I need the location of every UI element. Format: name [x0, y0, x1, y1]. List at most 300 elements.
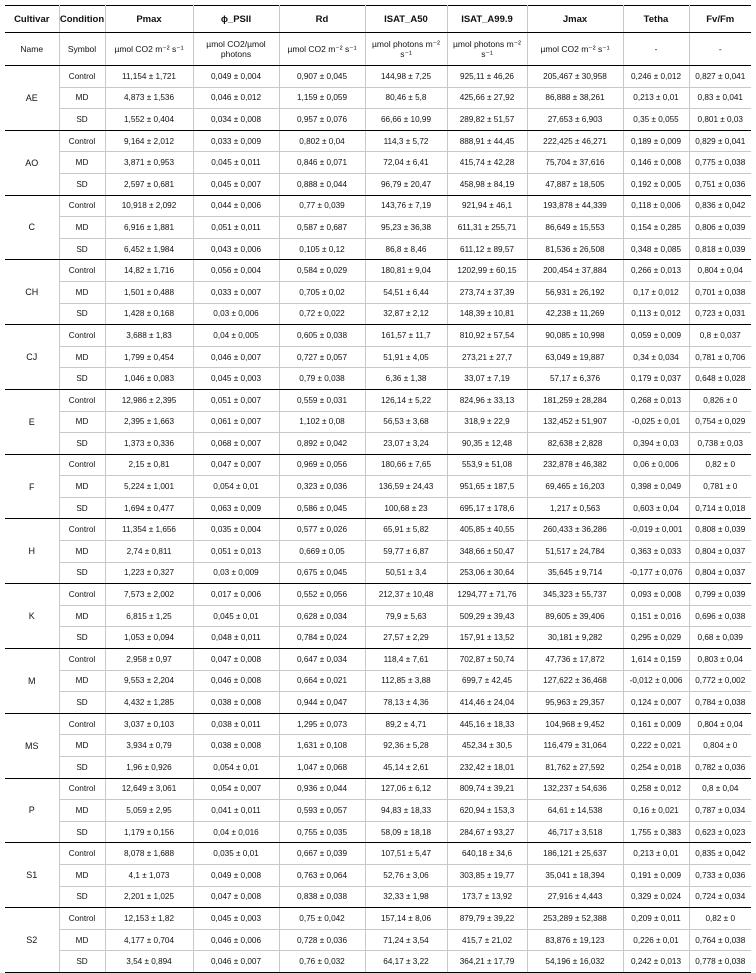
cultivar-cell: C [5, 195, 59, 260]
condition-cell: SD [59, 562, 105, 584]
table-row [5, 670, 751, 692]
table-row [5, 519, 751, 541]
isat-a50-cell: 144,98 ± 7,25 [365, 66, 447, 88]
isat-a50-cell: 100,68 ± 23 [365, 497, 447, 519]
phi-psii-cell: 0,044 ± 0,006 [193, 195, 279, 217]
table-container [5, 5, 751, 973]
isat-a99-9-cell: 318,9 ± 22,9 [447, 411, 527, 433]
condition-cell: Control [59, 130, 105, 152]
tetha-cell: 0,191 ± 0,009 [623, 864, 689, 886]
fv-fm-cell: 0,8 ± 0,04 [689, 778, 751, 800]
tetha-cell: 0,161 ± 0,009 [623, 713, 689, 735]
phi-psii-cell: 0,068 ± 0,007 [193, 433, 279, 455]
fv-fm-cell: 0,835 ± 0,042 [689, 843, 751, 865]
isat-a50-cell: 180,81 ± 9,04 [365, 260, 447, 282]
table-row [5, 541, 751, 563]
table-row [5, 713, 751, 735]
condition-cell: Control [59, 519, 105, 541]
isat-a50-cell: 89,2 ± 4,71 [365, 713, 447, 735]
table-row [5, 929, 751, 951]
rd-cell: 1,102 ± 0,08 [279, 411, 365, 433]
unit-phi-psii: µmol CO2/µmol photons [193, 33, 279, 66]
pmax-cell: 5,224 ± 1,001 [105, 476, 193, 498]
rd-cell: 0,838 ± 0,038 [279, 886, 365, 908]
tetha-cell: 0,17 ± 0,012 [623, 281, 689, 303]
pmax-cell: 1,694 ± 0,477 [105, 497, 193, 519]
rd-cell: 0,552 ± 0,056 [279, 584, 365, 606]
isat-a50-cell: 86,8 ± 8,46 [365, 238, 447, 260]
pmax-cell: 1,501 ± 0,488 [105, 281, 193, 303]
condition-cell: SD [59, 821, 105, 843]
tetha-cell: 0,226 ± 0,01 [623, 929, 689, 951]
table-row [5, 454, 751, 476]
isat-a50-cell: 32,33 ± 1,98 [365, 886, 447, 908]
isat-a99-9-cell: 640,18 ± 34,6 [447, 843, 527, 865]
jmax-cell: 205,467 ± 30,958 [527, 66, 623, 88]
jmax-cell: 132,237 ± 54,636 [527, 778, 623, 800]
condition-cell: SD [59, 757, 105, 779]
jmax-cell: 64,61 ± 14,538 [527, 800, 623, 822]
rd-cell: 1,295 ± 0,073 [279, 713, 365, 735]
tetha-cell: 0,222 ± 0,021 [623, 735, 689, 757]
table-row [5, 649, 751, 671]
condition-cell: MD [59, 800, 105, 822]
phi-psii-cell: 0,051 ± 0,007 [193, 389, 279, 411]
condition-cell: Control [59, 325, 105, 347]
results-table [5, 5, 751, 973]
isat-a50-cell: 180,66 ± 7,65 [365, 454, 447, 476]
tetha-cell: 0,06 ± 0,006 [623, 454, 689, 476]
cultivar-cell: F [5, 454, 59, 519]
table-row [5, 173, 751, 195]
phi-psii-cell: 0,054 ± 0,01 [193, 476, 279, 498]
table-row [5, 303, 751, 325]
tetha-cell: -0,019 ± 0,001 [623, 519, 689, 541]
fv-fm-cell: 0,696 ± 0,038 [689, 605, 751, 627]
cultivar-cell: K [5, 584, 59, 649]
rd-cell: 0,755 ± 0,035 [279, 821, 365, 843]
table-row [5, 821, 751, 843]
table-row [5, 627, 751, 649]
isat-a50-cell: 114,3 ± 5,72 [365, 130, 447, 152]
pmax-cell: 2,201 ± 1,025 [105, 886, 193, 908]
pmax-cell: 12,986 ± 2,395 [105, 389, 193, 411]
rd-cell: 0,763 ± 0,064 [279, 864, 365, 886]
tetha-cell: 0,258 ± 0,012 [623, 778, 689, 800]
column-header-pmax: Pmax [105, 6, 193, 33]
condition-cell: Control [59, 713, 105, 735]
fv-fm-cell: 0,754 ± 0,029 [689, 411, 751, 433]
isat-a99-9-cell: 303,85 ± 19,77 [447, 864, 527, 886]
cultivar-cell: S1 [5, 843, 59, 908]
isat-a99-9-cell: 273,74 ± 37,39 [447, 281, 527, 303]
isat-a99-9-cell: 284,67 ± 93,27 [447, 821, 527, 843]
cultivar-cell: MS [5, 713, 59, 778]
rd-cell: 0,605 ± 0,038 [279, 325, 365, 347]
jmax-cell: 116,479 ± 31,064 [527, 735, 623, 757]
jmax-cell: 104,968 ± 9,452 [527, 713, 623, 735]
phi-psii-cell: 0,045 ± 0,003 [193, 908, 279, 930]
phi-psii-cell: 0,04 ± 0,016 [193, 821, 279, 843]
jmax-cell: 95,963 ± 29,357 [527, 692, 623, 714]
isat-a50-cell: 212,37 ± 10,48 [365, 584, 447, 606]
condition-cell: Control [59, 66, 105, 88]
isat-a50-cell: 143,76 ± 7,19 [365, 195, 447, 217]
jmax-cell: 35,645 ± 9,714 [527, 562, 623, 584]
phi-psii-cell: 0,045 ± 0,003 [193, 368, 279, 390]
pmax-cell: 12,153 ± 1,82 [105, 908, 193, 930]
isat-a50-cell: 80,46 ± 5,8 [365, 87, 447, 109]
tetha-cell: 0,295 ± 0,029 [623, 627, 689, 649]
fv-fm-cell: 0,804 ± 0,04 [689, 260, 751, 282]
condition-cell: Control [59, 389, 105, 411]
jmax-cell: 42,238 ± 11,269 [527, 303, 623, 325]
table-row [5, 260, 751, 282]
isat-a50-cell: 58,09 ± 18,18 [365, 821, 447, 843]
pmax-cell: 10,918 ± 2,092 [105, 195, 193, 217]
condition-cell: SD [59, 951, 105, 973]
fv-fm-cell: 0,738 ± 0,03 [689, 433, 751, 455]
column-header-condition: Condition [59, 6, 105, 33]
tetha-cell: 0,246 ± 0,012 [623, 66, 689, 88]
fv-fm-cell: 0,804 ± 0,037 [689, 562, 751, 584]
phi-psii-cell: 0,047 ± 0,007 [193, 454, 279, 476]
condition-cell: MD [59, 670, 105, 692]
table-row [5, 130, 751, 152]
table-row [5, 562, 751, 584]
tetha-cell: 0,254 ± 0,018 [623, 757, 689, 779]
jmax-cell: 81,762 ± 27,592 [527, 757, 623, 779]
table-row [5, 368, 751, 390]
fv-fm-cell: 0,799 ± 0,039 [689, 584, 751, 606]
table-body [5, 66, 751, 973]
tetha-cell: 0,059 ± 0,009 [623, 325, 689, 347]
jmax-cell: 46,717 ± 3,518 [527, 821, 623, 843]
jmax-cell: 35,041 ± 18,394 [527, 864, 623, 886]
condition-cell: MD [59, 735, 105, 757]
table-row [5, 152, 751, 174]
phi-psii-cell: 0,045 ± 0,007 [193, 173, 279, 195]
isat-a50-cell: 92,36 ± 5,28 [365, 735, 447, 757]
condition-cell: Control [59, 454, 105, 476]
tetha-cell: 0,113 ± 0,012 [623, 303, 689, 325]
phi-psii-cell: 0,033 ± 0,007 [193, 281, 279, 303]
phi-psii-cell: 0,045 ± 0,011 [193, 152, 279, 174]
isat-a50-cell: 95,23 ± 36,38 [365, 217, 447, 239]
rd-cell: 0,675 ± 0,045 [279, 562, 365, 584]
rd-cell: 0,323 ± 0,036 [279, 476, 365, 498]
cultivar-cell: AO [5, 130, 59, 195]
jmax-cell: 186,121 ± 25,637 [527, 843, 623, 865]
jmax-cell: 1,217 ± 0,563 [527, 497, 623, 519]
table-row [5, 908, 751, 930]
tetha-cell: 0,151 ± 0,016 [623, 605, 689, 627]
phi-psii-cell: 0,03 ± 0,006 [193, 303, 279, 325]
phi-psii-cell: 0,051 ± 0,013 [193, 541, 279, 563]
rd-cell: 0,727 ± 0,057 [279, 346, 365, 368]
isat-a50-cell: 50,51 ± 3,4 [365, 562, 447, 584]
isat-a50-cell: 79,9 ± 5,63 [365, 605, 447, 627]
phi-psii-cell: 0,056 ± 0,004 [193, 260, 279, 282]
condition-cell: MD [59, 411, 105, 433]
jmax-cell: 253,289 ± 52,388 [527, 908, 623, 930]
isat-a99-9-cell: 699,7 ± 42,45 [447, 670, 527, 692]
column-header-phi-psii: ϕ_PSII [193, 6, 279, 33]
fv-fm-cell: 0,829 ± 0,041 [689, 130, 751, 152]
isat-a99-9-cell: 620,94 ± 153,3 [447, 800, 527, 822]
isat-a99-9-cell: 33,07 ± 7,19 [447, 368, 527, 390]
condition-cell: MD [59, 152, 105, 174]
column-header-isat-a50: ISAT_A50 [365, 6, 447, 33]
phi-psii-cell: 0,043 ± 0,006 [193, 238, 279, 260]
isat-a50-cell: 45,14 ± 2,61 [365, 757, 447, 779]
tetha-cell: 0,118 ± 0,006 [623, 195, 689, 217]
rd-cell: 0,664 ± 0,021 [279, 670, 365, 692]
unit-pmax: µmol CO2 m⁻² s⁻¹ [105, 33, 193, 66]
pmax-cell: 5,059 ± 2,95 [105, 800, 193, 822]
fv-fm-cell: 0,82 ± 0 [689, 908, 751, 930]
tetha-cell: 0,348 ± 0,085 [623, 238, 689, 260]
table-row [5, 87, 751, 109]
tetha-cell: 0,603 ± 0,04 [623, 497, 689, 519]
fv-fm-cell: 0,772 ± 0,002 [689, 670, 751, 692]
tetha-cell: 0,179 ± 0,037 [623, 368, 689, 390]
isat-a99-9-cell: 273,21 ± 27,7 [447, 346, 527, 368]
isat-a99-9-cell: 921,94 ± 46,1 [447, 195, 527, 217]
unit-isat-a50: µmol photons m⁻² s⁻¹ [365, 33, 447, 66]
cultivar-cell: E [5, 389, 59, 454]
isat-a99-9-cell: 702,87 ± 50,74 [447, 649, 527, 671]
phi-psii-cell: 0,034 ± 0,008 [193, 109, 279, 131]
jmax-cell: 27,653 ± 6,903 [527, 109, 623, 131]
column-header-jmax: Jmax [527, 6, 623, 33]
tetha-cell: 0,124 ± 0,007 [623, 692, 689, 714]
condition-cell: MD [59, 929, 105, 951]
pmax-cell: 1,96 ± 0,926 [105, 757, 193, 779]
jmax-cell: 81,536 ± 26,508 [527, 238, 623, 260]
jmax-cell: 54,196 ± 16,032 [527, 951, 623, 973]
isat-a99-9-cell: 925,11 ± 46,26 [447, 66, 527, 88]
tetha-cell: 0,398 ± 0,049 [623, 476, 689, 498]
rd-cell: 0,784 ± 0,024 [279, 627, 365, 649]
condition-cell: MD [59, 346, 105, 368]
jmax-cell: 222,425 ± 46,271 [527, 130, 623, 152]
rd-cell: 0,559 ± 0,031 [279, 389, 365, 411]
condition-cell: MD [59, 87, 105, 109]
unit-rd: µmol CO2 m⁻² s⁻¹ [279, 33, 365, 66]
tetha-cell: -0,012 ± 0,006 [623, 670, 689, 692]
pmax-cell: 4,873 ± 1,536 [105, 87, 193, 109]
pmax-cell: 3,871 ± 0,953 [105, 152, 193, 174]
isat-a50-cell: 52,76 ± 3,06 [365, 864, 447, 886]
phi-psii-cell: 0,03 ± 0,009 [193, 562, 279, 584]
fv-fm-cell: 0,782 ± 0,036 [689, 757, 751, 779]
phi-psii-cell: 0,038 ± 0,011 [193, 713, 279, 735]
phi-psii-cell: 0,063 ± 0,009 [193, 497, 279, 519]
rd-cell: 0,577 ± 0,026 [279, 519, 365, 541]
pmax-cell: 6,815 ± 1,25 [105, 605, 193, 627]
jmax-cell: 27,916 ± 4,443 [527, 886, 623, 908]
jmax-cell: 56,931 ± 26,192 [527, 281, 623, 303]
rd-cell: 0,586 ± 0,045 [279, 497, 365, 519]
phi-psii-cell: 0,049 ± 0,008 [193, 864, 279, 886]
condition-cell: SD [59, 368, 105, 390]
rd-cell: 0,647 ± 0,034 [279, 649, 365, 671]
table-row [5, 281, 751, 303]
phi-psii-cell: 0,047 ± 0,008 [193, 649, 279, 671]
phi-psii-cell: 0,035 ± 0,01 [193, 843, 279, 865]
table-row [5, 346, 751, 368]
rd-cell: 0,76 ± 0,032 [279, 951, 365, 973]
fv-fm-cell: 0,826 ± 0 [689, 389, 751, 411]
tetha-cell: 1,755 ± 0,383 [623, 821, 689, 843]
table-row [5, 692, 751, 714]
condition-cell: Control [59, 260, 105, 282]
condition-cell: MD [59, 217, 105, 239]
jmax-cell: 232,878 ± 46,382 [527, 454, 623, 476]
fv-fm-cell: 0,803 ± 0,04 [689, 649, 751, 671]
isat-a50-cell: 107,51 ± 5,47 [365, 843, 447, 865]
jmax-cell: 75,704 ± 37,616 [527, 152, 623, 174]
rd-cell: 0,667 ± 0,039 [279, 843, 365, 865]
unit-cultivar: Name [5, 33, 59, 66]
phi-psii-cell: 0,033 ± 0,009 [193, 130, 279, 152]
isat-a50-cell: 161,57 ± 11,7 [365, 325, 447, 347]
unit-condition: Symbol [59, 33, 105, 66]
cultivar-cell: CH [5, 260, 59, 325]
isat-a99-9-cell: 1202,99 ± 60,15 [447, 260, 527, 282]
isat-a50-cell: 51,91 ± 4,05 [365, 346, 447, 368]
phi-psii-cell: 0,038 ± 0,008 [193, 692, 279, 714]
phi-psii-cell: 0,038 ± 0,008 [193, 735, 279, 757]
isat-a99-9-cell: 415,7 ± 21,02 [447, 929, 527, 951]
isat-a99-9-cell: 452,34 ± 30,5 [447, 735, 527, 757]
isat-a99-9-cell: 157,91 ± 13,52 [447, 627, 527, 649]
cultivar-cell: M [5, 649, 59, 714]
table-row [5, 217, 751, 239]
jmax-cell: 132,452 ± 51,907 [527, 411, 623, 433]
pmax-cell: 1,799 ± 0,454 [105, 346, 193, 368]
isat-a99-9-cell: 414,46 ± 24,04 [447, 692, 527, 714]
phi-psii-cell: 0,046 ± 0,012 [193, 87, 279, 109]
fv-fm-cell: 0,787 ± 0,034 [689, 800, 751, 822]
cultivar-cell: AE [5, 66, 59, 131]
condition-cell: SD [59, 692, 105, 714]
isat-a50-cell: 27,57 ± 2,29 [365, 627, 447, 649]
table-row [5, 778, 751, 800]
tetha-cell: 0,34 ± 0,034 [623, 346, 689, 368]
fv-fm-cell: 0,68 ± 0,039 [689, 627, 751, 649]
pmax-cell: 4,432 ± 1,285 [105, 692, 193, 714]
rd-cell: 0,944 ± 0,047 [279, 692, 365, 714]
isat-a99-9-cell: 458,98 ± 84,19 [447, 173, 527, 195]
tetha-cell: 0,213 ± 0,01 [623, 843, 689, 865]
isat-a50-cell: 56,53 ± 3,68 [365, 411, 447, 433]
table-header [5, 6, 751, 66]
fv-fm-cell: 0,806 ± 0,039 [689, 217, 751, 239]
phi-psii-cell: 0,049 ± 0,004 [193, 66, 279, 88]
column-header-fv-fm: Fv/Fm [689, 6, 751, 33]
table-row [5, 886, 751, 908]
pmax-cell: 12,649 ± 3,061 [105, 778, 193, 800]
fv-fm-cell: 0,83 ± 0,041 [689, 87, 751, 109]
jmax-cell: 181,259 ± 28,284 [527, 389, 623, 411]
phi-psii-cell: 0,041 ± 0,011 [193, 800, 279, 822]
condition-cell: Control [59, 649, 105, 671]
tetha-cell: 0,192 ± 0,005 [623, 173, 689, 195]
tetha-cell: 0,363 ± 0,033 [623, 541, 689, 563]
jmax-cell: 69,465 ± 16,203 [527, 476, 623, 498]
condition-cell: SD [59, 433, 105, 455]
table-row [5, 800, 751, 822]
tetha-cell: -0,025 ± 0,01 [623, 411, 689, 433]
isat-a99-9-cell: 553,9 ± 51,08 [447, 454, 527, 476]
isat-a99-9-cell: 289,82 ± 51,57 [447, 109, 527, 131]
tetha-cell: 1,614 ± 0,159 [623, 649, 689, 671]
pmax-cell: 1,046 ± 0,083 [105, 368, 193, 390]
fv-fm-cell: 0,818 ± 0,039 [689, 238, 751, 260]
jmax-cell: 47,887 ± 18,505 [527, 173, 623, 195]
isat-a99-9-cell: 348,66 ± 50,47 [447, 541, 527, 563]
cultivar-cell: P [5, 778, 59, 843]
isat-a50-cell: 118,4 ± 7,61 [365, 649, 447, 671]
isat-a99-9-cell: 253,06 ± 30,64 [447, 562, 527, 584]
isat-a99-9-cell: 90,35 ± 12,48 [447, 433, 527, 455]
fv-fm-cell: 0,781 ± 0,706 [689, 346, 751, 368]
pmax-cell: 3,688 ± 1,83 [105, 325, 193, 347]
pmax-cell: 14,82 ± 1,716 [105, 260, 193, 282]
condition-cell: SD [59, 109, 105, 131]
fv-fm-cell: 0,714 ± 0,018 [689, 497, 751, 519]
column-header-tetha: Tetha [623, 6, 689, 33]
pmax-cell: 1,179 ± 0,156 [105, 821, 193, 843]
rd-cell: 0,105 ± 0,12 [279, 238, 365, 260]
jmax-cell: 83,876 ± 19,123 [527, 929, 623, 951]
tetha-cell: 0,35 ± 0,055 [623, 109, 689, 131]
column-header-isat-a99-9: ISAT_A99.9 [447, 6, 527, 33]
table-row [5, 109, 751, 131]
jmax-cell: 30,181 ± 9,282 [527, 627, 623, 649]
isat-a99-9-cell: 611,12 ± 89,57 [447, 238, 527, 260]
table-row [5, 325, 751, 347]
column-header-rd: Rd [279, 6, 365, 33]
table-row [5, 389, 751, 411]
phi-psii-cell: 0,061 ± 0,007 [193, 411, 279, 433]
phi-psii-cell: 0,046 ± 0,006 [193, 929, 279, 951]
isat-a50-cell: 72,04 ± 6,41 [365, 152, 447, 174]
phi-psii-cell: 0,054 ± 0,007 [193, 778, 279, 800]
fv-fm-cell: 0,648 ± 0,028 [689, 368, 751, 390]
tetha-cell: 0,394 ± 0,03 [623, 433, 689, 455]
table-row [5, 843, 751, 865]
rd-cell: 0,888 ± 0,044 [279, 173, 365, 195]
header-row [5, 6, 751, 33]
pmax-cell: 2,74 ± 0,811 [105, 541, 193, 563]
fv-fm-cell: 0,764 ± 0,038 [689, 929, 751, 951]
rd-cell: 0,846 ± 0,071 [279, 152, 365, 174]
phi-psii-cell: 0,04 ± 0,005 [193, 325, 279, 347]
jmax-cell: 200,454 ± 37,884 [527, 260, 623, 282]
isat-a50-cell: 127,06 ± 6,12 [365, 778, 447, 800]
isat-a50-cell: 157,14 ± 8,06 [365, 908, 447, 930]
cultivar-cell: S2 [5, 908, 59, 973]
pmax-cell: 3,037 ± 0,103 [105, 713, 193, 735]
pmax-cell: 6,452 ± 1,984 [105, 238, 193, 260]
fv-fm-cell: 0,778 ± 0,038 [689, 951, 751, 973]
condition-cell: MD [59, 541, 105, 563]
jmax-cell: 90,085 ± 10,998 [527, 325, 623, 347]
tetha-cell: 0,329 ± 0,024 [623, 886, 689, 908]
